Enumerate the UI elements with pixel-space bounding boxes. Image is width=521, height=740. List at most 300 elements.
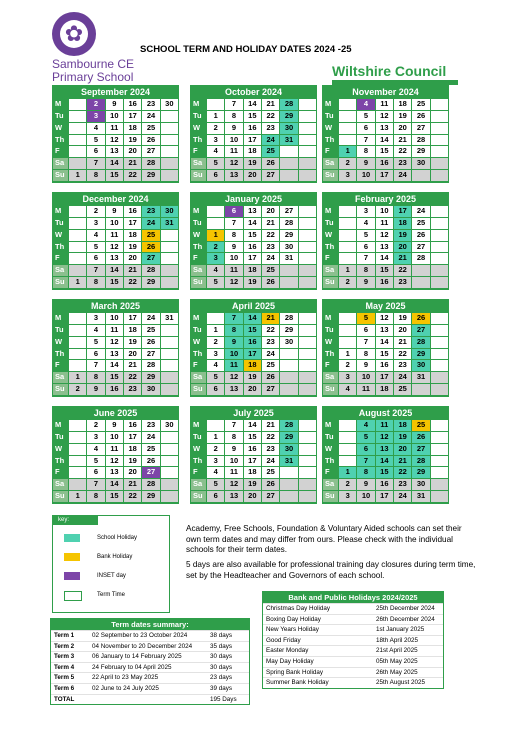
- date-cell: 5: [207, 158, 224, 169]
- month-title: January 2025: [224, 194, 283, 204]
- date-cell: 26: [412, 111, 429, 122]
- school-name-line1: Sambourne CE: [52, 57, 135, 71]
- day-label: Th: [191, 135, 206, 146]
- date-cell: 8: [225, 432, 242, 443]
- date-cell: [412, 265, 429, 276]
- date-cell: 13: [376, 444, 393, 455]
- holiday-date: 26th May 2025: [376, 668, 418, 676]
- flower-logo-icon: ✿: [64, 21, 84, 46]
- date-cell: 18: [394, 420, 411, 431]
- date-cell: [69, 337, 86, 348]
- month-calendar: [322, 192, 449, 290]
- date-cell: [431, 230, 448, 241]
- holiday-name: Christmas Day Holiday: [266, 605, 331, 612]
- date-cell: 26: [262, 372, 279, 383]
- date-cell: [431, 99, 448, 110]
- month-title: April 2025: [231, 301, 276, 311]
- date-cell: 17: [376, 372, 393, 383]
- date-cell: [280, 277, 297, 288]
- date-cell: [69, 242, 86, 253]
- day-label: M: [323, 313, 338, 324]
- table-row: [263, 645, 443, 656]
- date-cell: [339, 313, 356, 324]
- month-title: September 2024: [80, 87, 151, 97]
- note-paragraph-1: Academy, Free Schools, Foundation & Voluntary Aided schools can set their own term dates and may differ from ours. Please check with the individual schools for their term dates.: [186, 524, 462, 554]
- date-cell: 17: [244, 456, 261, 467]
- day-label: W: [191, 337, 206, 348]
- date-cell: 12: [225, 158, 242, 169]
- date-cell: [69, 99, 86, 110]
- bank-holidays-table: [262, 591, 444, 689]
- date-cell: [299, 277, 316, 288]
- date-cell: 18: [244, 467, 261, 478]
- date-cell: 26: [142, 456, 159, 467]
- date-cell: [431, 277, 448, 288]
- date-cell: 19: [244, 372, 261, 383]
- date-cell: [339, 111, 356, 122]
- date-cell: 9: [357, 360, 374, 371]
- day-label: F: [53, 360, 68, 371]
- day-label: Sa: [191, 158, 206, 169]
- term-dates: 24 February to 04 April 2025: [92, 663, 172, 671]
- date-cell: [339, 230, 356, 241]
- date-cell: 30: [412, 479, 429, 490]
- date-cell: 15: [106, 491, 123, 502]
- date-cell: 5: [357, 432, 374, 443]
- date-cell: 31: [412, 372, 429, 383]
- day-label: M: [53, 206, 68, 217]
- date-cell: 7: [357, 456, 374, 467]
- date-cell: 10: [357, 170, 374, 181]
- date-cell: 14: [106, 265, 123, 276]
- date-cell: 16: [124, 99, 141, 110]
- date-cell: 19: [244, 479, 261, 490]
- date-cell: 27: [262, 170, 279, 181]
- date-cell: 13: [376, 325, 393, 336]
- date-cell: 25: [262, 467, 279, 478]
- date-cell: 28: [142, 265, 159, 276]
- date-cell: [339, 206, 356, 217]
- month-calendar: [52, 85, 179, 183]
- date-cell: [69, 123, 86, 134]
- date-cell: 3: [207, 456, 224, 467]
- note-paragraph-2: 5 days are also available for professional training day closures during term time, set by the Headteacher and Governors of each school.: [186, 560, 476, 580]
- day-label: F: [323, 253, 338, 264]
- day-label: Th: [191, 456, 206, 467]
- date-cell: [207, 313, 224, 324]
- date-cell: 4: [207, 360, 224, 371]
- month-title: May 2025: [365, 301, 406, 311]
- bank-holidays-title: Bank and Public Holidays 2024/2025: [263, 592, 443, 603]
- date-cell: 23: [394, 158, 411, 169]
- date-cell: 17: [376, 491, 393, 502]
- term-days: 35 days: [210, 642, 233, 650]
- date-cell: 16: [376, 158, 393, 169]
- date-cell: 31: [161, 313, 178, 324]
- date-cell: 18: [244, 146, 261, 157]
- date-cell: 18: [394, 218, 411, 229]
- date-cell: 19: [244, 277, 261, 288]
- date-cell: 27: [262, 491, 279, 502]
- date-cell: [161, 360, 178, 371]
- date-cell: [299, 146, 316, 157]
- date-cell: [161, 372, 178, 383]
- date-cell: 22: [262, 230, 279, 241]
- date-cell: [412, 277, 429, 288]
- date-cell: [299, 360, 316, 371]
- date-cell: 3: [207, 349, 224, 360]
- date-cell: 29: [280, 432, 297, 443]
- month-calendar: [190, 299, 317, 397]
- date-cell: 15: [106, 277, 123, 288]
- key-label: School Holiday: [97, 535, 138, 541]
- date-cell: 22: [394, 146, 411, 157]
- date-cell: 20: [244, 384, 261, 395]
- date-cell: 24: [142, 313, 159, 324]
- day-label: W: [53, 230, 68, 241]
- date-cell: 21: [124, 360, 141, 371]
- day-label: Su: [191, 384, 206, 395]
- date-cell: 15: [244, 325, 261, 336]
- date-cell: 14: [106, 479, 123, 490]
- day-label: Su: [323, 170, 338, 181]
- date-cell: [299, 420, 316, 431]
- month-calendar: [190, 406, 317, 504]
- date-cell: [161, 135, 178, 146]
- table-row: [263, 603, 443, 614]
- date-cell: 17: [124, 432, 141, 443]
- date-cell: 28: [280, 218, 297, 229]
- date-cell: 11: [225, 467, 242, 478]
- date-cell: 2: [207, 337, 224, 348]
- date-cell: 1: [69, 277, 86, 288]
- date-cell: 6: [357, 123, 374, 134]
- date-cell: 21: [124, 158, 141, 169]
- date-cell: 20: [394, 325, 411, 336]
- date-cell: 5: [87, 337, 104, 348]
- date-cell: [431, 146, 448, 157]
- date-cell: 24: [142, 218, 159, 229]
- date-cell: 25: [394, 384, 411, 395]
- table-row: [51, 630, 249, 641]
- date-cell: 1: [207, 230, 224, 241]
- day-label: Su: [53, 491, 68, 502]
- date-cell: 2: [207, 123, 224, 134]
- date-cell: 30: [280, 123, 297, 134]
- term-dates: 06 January to 14 February 2025: [92, 653, 182, 661]
- date-cell: 5: [87, 135, 104, 146]
- date-cell: [69, 432, 86, 443]
- date-cell: 8: [357, 467, 374, 478]
- day-label: Tu: [323, 111, 338, 122]
- day-label: Su: [191, 170, 206, 181]
- table-row: [263, 614, 443, 625]
- date-cell: 3: [87, 432, 104, 443]
- date-cell: 29: [142, 277, 159, 288]
- date-cell: 7: [225, 313, 242, 324]
- date-cell: 9: [106, 420, 123, 431]
- key-label: Bank Holiday: [97, 554, 133, 560]
- date-cell: 23: [262, 444, 279, 455]
- date-cell: 5: [207, 372, 224, 383]
- table-row: [51, 694, 249, 705]
- date-cell: 19: [124, 337, 141, 348]
- date-cell: 9: [225, 337, 242, 348]
- date-cell: 20: [244, 491, 261, 502]
- day-label: W: [191, 230, 206, 241]
- day-label: W: [323, 123, 338, 134]
- date-cell: 15: [376, 349, 393, 360]
- date-cell: 6: [207, 491, 224, 502]
- date-cell: 10: [357, 491, 374, 502]
- date-cell: 6: [87, 467, 104, 478]
- date-cell: [69, 218, 86, 229]
- month-title: July 2025: [233, 408, 274, 418]
- day-label: W: [53, 123, 68, 134]
- date-cell: [280, 372, 297, 383]
- school-name-line2: Primary School: [52, 70, 134, 84]
- date-cell: [161, 230, 178, 241]
- date-cell: 9: [225, 444, 242, 455]
- date-cell: 27: [412, 123, 429, 134]
- date-cell: [431, 420, 448, 431]
- date-cell: 16: [106, 384, 123, 395]
- term-label: Term 2: [54, 642, 75, 650]
- date-cell: 29: [412, 467, 429, 478]
- date-cell: [161, 242, 178, 253]
- day-label: Th: [323, 456, 338, 467]
- month-title: December 2024: [82, 194, 149, 204]
- date-cell: [69, 253, 86, 264]
- term-dates: 22 April to 23 May 2025: [92, 674, 159, 682]
- date-cell: 10: [225, 135, 242, 146]
- date-cell: 17: [124, 313, 141, 324]
- date-cell: 27: [412, 325, 429, 336]
- date-cell: 30: [280, 242, 297, 253]
- date-cell: [339, 420, 356, 431]
- date-cell: 11: [376, 99, 393, 110]
- date-cell: 9: [357, 479, 374, 490]
- date-cell: 20: [244, 170, 261, 181]
- term-days: 39 days: [210, 684, 233, 692]
- holiday-name: New Years Holiday: [266, 626, 319, 634]
- day-label: W: [323, 337, 338, 348]
- date-cell: 10: [106, 111, 123, 122]
- date-cell: 25: [142, 325, 159, 336]
- date-cell: 24: [142, 111, 159, 122]
- date-cell: [161, 349, 178, 360]
- date-cell: 13: [106, 349, 123, 360]
- date-cell: 23: [142, 420, 159, 431]
- date-cell: [69, 467, 86, 478]
- date-cell: 7: [225, 420, 242, 431]
- date-cell: [431, 111, 448, 122]
- day-label: Sa: [191, 372, 206, 383]
- date-cell: [280, 170, 297, 181]
- date-cell: 28: [412, 456, 429, 467]
- date-cell: 26: [262, 479, 279, 490]
- date-cell: 26: [262, 158, 279, 169]
- date-cell: 24: [262, 349, 279, 360]
- date-cell: 2: [207, 444, 224, 455]
- day-label: M: [191, 99, 206, 110]
- page-title: SCHOOL TERM AND HOLIDAY DATES 2024 -25: [140, 44, 352, 55]
- month-calendar: [190, 192, 317, 290]
- date-cell: 10: [225, 253, 242, 264]
- date-cell: 3: [357, 206, 374, 217]
- date-cell: [431, 337, 448, 348]
- date-cell: 2: [339, 158, 356, 169]
- date-cell: 12: [106, 242, 123, 253]
- date-cell: 29: [280, 325, 297, 336]
- date-cell: 3: [339, 170, 356, 181]
- date-cell: 20: [394, 444, 411, 455]
- day-label: Sa: [323, 372, 338, 383]
- date-cell: 10: [225, 349, 242, 360]
- date-cell: 7: [225, 99, 242, 110]
- date-cell: 11: [225, 360, 242, 371]
- holiday-name: Summer Bank Holiday: [266, 679, 329, 687]
- date-cell: 22: [262, 111, 279, 122]
- date-cell: [161, 111, 178, 122]
- date-cell: 14: [376, 456, 393, 467]
- date-cell: 8: [225, 325, 242, 336]
- date-cell: 31: [412, 491, 429, 502]
- term-summary-title: Term dates summary:: [51, 619, 249, 630]
- date-cell: 3: [87, 111, 104, 122]
- date-cell: 21: [262, 99, 279, 110]
- date-cell: [69, 456, 86, 467]
- date-cell: 12: [106, 456, 123, 467]
- day-label: F: [191, 467, 206, 478]
- date-cell: [299, 123, 316, 134]
- date-cell: 14: [244, 218, 261, 229]
- date-cell: 14: [244, 313, 261, 324]
- date-cell: 5: [207, 277, 224, 288]
- date-cell: 30: [412, 360, 429, 371]
- date-cell: 16: [124, 206, 141, 217]
- date-cell: 21: [394, 456, 411, 467]
- date-cell: 17: [124, 111, 141, 122]
- holiday-name: Easter Monday: [266, 647, 309, 655]
- day-label: M: [323, 206, 338, 217]
- date-cell: [431, 265, 448, 276]
- day-label: Th: [53, 456, 68, 467]
- date-cell: [299, 349, 316, 360]
- day-label: Sa: [191, 479, 206, 490]
- date-cell: 8: [87, 170, 104, 181]
- day-label: Sa: [53, 265, 68, 276]
- month-calendar: [322, 406, 449, 504]
- holiday-name: Boxing Day Holiday: [266, 615, 321, 623]
- date-cell: [161, 325, 178, 336]
- date-cell: 12: [225, 479, 242, 490]
- date-cell: 16: [376, 277, 393, 288]
- date-cell: 4: [207, 146, 224, 157]
- date-cell: 18: [394, 99, 411, 110]
- date-cell: 31: [280, 456, 297, 467]
- date-cell: 30: [161, 420, 178, 431]
- date-cell: [431, 432, 448, 443]
- date-cell: 28: [142, 158, 159, 169]
- date-cell: [280, 265, 297, 276]
- date-cell: 11: [106, 325, 123, 336]
- date-cell: 15: [106, 372, 123, 383]
- date-cell: 7: [357, 337, 374, 348]
- date-cell: 22: [394, 349, 411, 360]
- day-label: Sa: [53, 479, 68, 490]
- date-cell: 15: [244, 230, 261, 241]
- table-row: [51, 651, 249, 662]
- date-cell: 1: [339, 146, 356, 157]
- date-cell: 26: [142, 337, 159, 348]
- date-cell: [161, 384, 178, 395]
- date-cell: 6: [357, 325, 374, 336]
- date-cell: 29: [280, 111, 297, 122]
- date-cell: [161, 123, 178, 134]
- day-label: Su: [191, 491, 206, 502]
- date-cell: [161, 432, 178, 443]
- date-cell: 9: [87, 384, 104, 395]
- date-cell: 23: [124, 384, 141, 395]
- term-label: Term 6: [54, 684, 75, 692]
- term-days: 30 days: [210, 653, 233, 661]
- date-cell: 4: [87, 444, 104, 455]
- day-label: Su: [323, 491, 338, 502]
- date-cell: 4: [339, 384, 356, 395]
- date-cell: [299, 158, 316, 169]
- date-cell: 8: [357, 265, 374, 276]
- date-cell: 13: [106, 467, 123, 478]
- date-cell: [280, 384, 297, 395]
- date-cell: 23: [262, 242, 279, 253]
- date-cell: [207, 206, 224, 217]
- date-cell: [299, 265, 316, 276]
- date-cell: 16: [244, 242, 261, 253]
- table-row: [51, 683, 249, 694]
- date-cell: 17: [394, 206, 411, 217]
- day-label: F: [191, 360, 206, 371]
- date-cell: [339, 123, 356, 134]
- date-cell: [161, 277, 178, 288]
- date-cell: [431, 135, 448, 146]
- date-cell: [69, 313, 86, 324]
- date-cell: 1: [207, 111, 224, 122]
- date-cell: [69, 230, 86, 241]
- date-cell: 16: [124, 420, 141, 431]
- date-cell: 28: [412, 135, 429, 146]
- date-cell: 15: [376, 146, 393, 157]
- date-cell: [339, 456, 356, 467]
- month-title: March 2025: [90, 301, 141, 311]
- date-cell: [299, 230, 316, 241]
- date-cell: 5: [87, 456, 104, 467]
- date-cell: 7: [87, 479, 104, 490]
- term-dates: 04 November to 20 December 2024: [92, 642, 193, 650]
- date-cell: [431, 349, 448, 360]
- date-cell: 25: [412, 420, 429, 431]
- date-cell: [161, 491, 178, 502]
- holiday-date: 1st January 2025: [376, 626, 425, 634]
- date-cell: 25: [142, 444, 159, 455]
- date-cell: [431, 218, 448, 229]
- date-cell: 4: [357, 99, 374, 110]
- day-label: Sa: [323, 158, 338, 169]
- date-cell: 14: [106, 158, 123, 169]
- date-cell: 20: [124, 467, 141, 478]
- date-cell: 1: [339, 349, 356, 360]
- date-cell: 11: [225, 146, 242, 157]
